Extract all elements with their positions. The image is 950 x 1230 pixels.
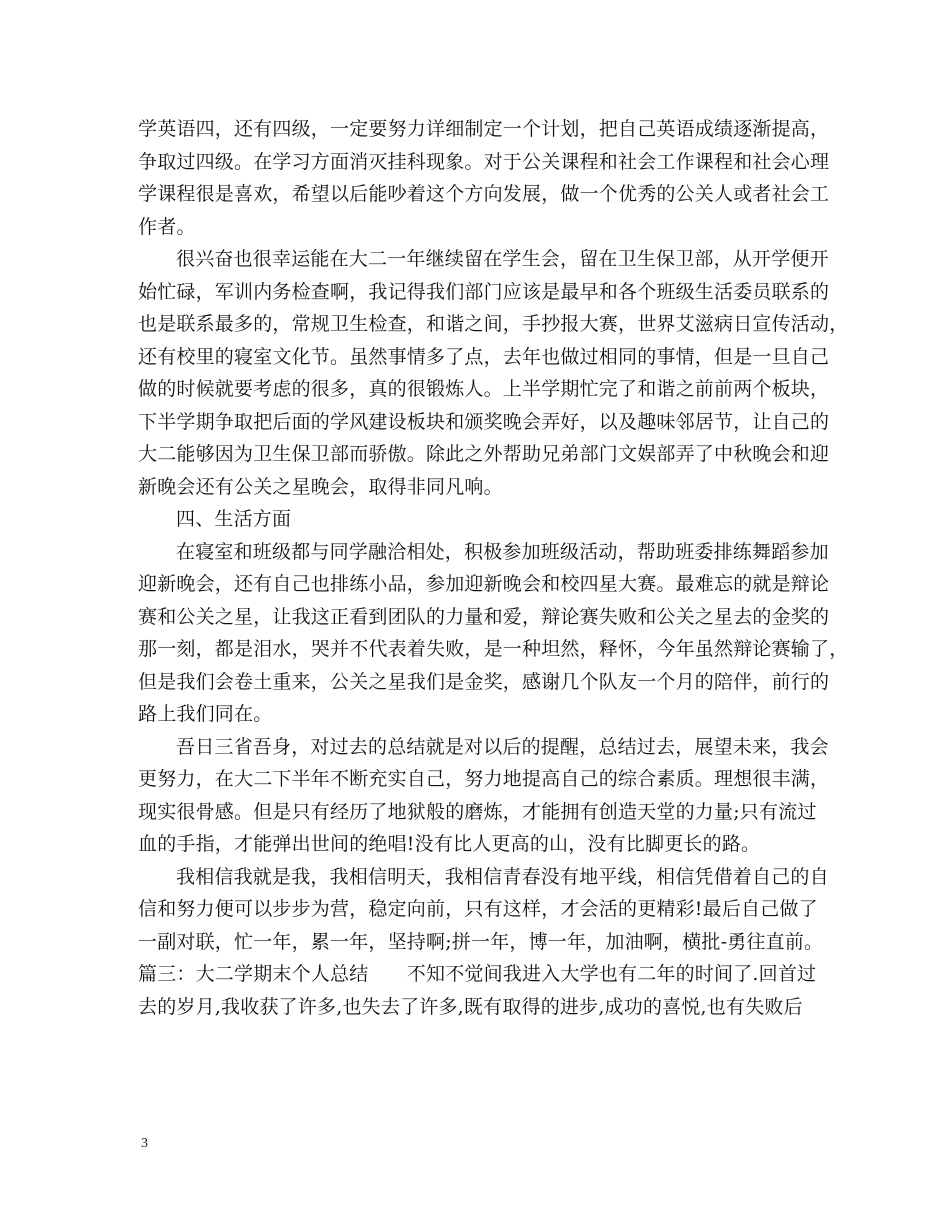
text-line: 但是我们会卷土重来，公关之星我们是金奖，感谢几个队友一个月的陪伴，前行的 bbox=[138, 670, 830, 693]
text-line: 新晚会还有公关之星晚会，取得非同凡响。 bbox=[138, 475, 503, 498]
section-heading-line: 篇三：大二学期末个人总结 不知不觉间我进入大学也有二年的时间了.回首过 bbox=[138, 963, 817, 985]
text-line: 路上我们同在。 bbox=[138, 703, 273, 725]
paragraph-start-line: 我相信我就是我，我相信明天，我相信青春没有地平线，相信凭借着自己的自 bbox=[176, 865, 829, 888]
section-heading: 四、生活方面 bbox=[176, 508, 292, 530]
text-line: 现实很骨感。但是只有经历了地狱般的磨炼，才能拥有创造天堂的力量;只有流过 bbox=[138, 800, 817, 823]
text-line: 迎新晚会，还有自己也排练小品，参加迎新晚会和校四星大赛。最难忘的就是辩论 bbox=[138, 573, 830, 595]
text-line: 去的岁月,我收获了许多,也失去了许多,既有取得的进步,成功的喜悦,也有失败后 bbox=[138, 995, 803, 1018]
page-number: 3 bbox=[141, 1136, 148, 1151]
text-line: 赛和公关之星，让我这正看到团队的力量和爱，辩论赛失败和公关之星去的金奖的 bbox=[138, 605, 830, 628]
text-line: 一副对联，忙一年，累一年，坚持啊;拼一年，博一年，加油啊，横批-勇往直前。 bbox=[138, 930, 824, 953]
text-line: 大二能够因为卫生保卫部而骄傲。除此之外帮助兄弟部门文娱部弄了中秋晚会和迎 bbox=[138, 443, 830, 465]
paragraph-start-line: 在寝室和班级都与同学融洽相处，积极参加班级活动，帮助班委排练舞蹈参加 bbox=[176, 540, 829, 563]
text-line: 还有校里的寝室文化节。虽然事情多了点，去年也做过相同的事情，但是一旦自己 bbox=[138, 345, 830, 368]
text-line: 学英语四，还有四级，一定要努力详细制定一个计划，把自己英语成绩逐渐提高， bbox=[138, 118, 830, 140]
paragraph-start-line: 很兴奋也很幸运能在大二一年继续留在学生会，留在卫生保卫部，从开学便开 bbox=[176, 248, 829, 270]
text-line: 学课程很是喜欢，希望以后能吵着这个方向发展，做一个优秀的公关人或者社会工 bbox=[138, 183, 830, 205]
paragraph-start-line: 吾日三省吾身，对过去的总结就是对以后的提醒，总结过去，展望未来，我会 bbox=[176, 735, 829, 758]
text-line: 血的手指，才能弹出世间的绝唱!没有比人更高的山，没有比脚更长的路。 bbox=[138, 833, 761, 855]
text-line: 做的时候就要考虑的很多，真的很锻炼人。上半学期忙完了和谐之前前两个板块， bbox=[138, 378, 830, 400]
text-line: 信和努力便可以步步为营，稳定向前，只有这样，才会活的更精彩!最后自己做了 bbox=[138, 898, 818, 920]
text-line: 那一刻，都是泪水，哭并不代表着失败，是一种坦然，释怀，今年虽然辩论赛输了， bbox=[138, 638, 849, 660]
text-line: 更努力，在大二下半年不断充实自己，努力地提高自己的综合素质。理想很丰满， bbox=[138, 768, 830, 790]
text-line: 也是联系最多的，常规卫生检查，和谐之间，手抄报大赛，世界艾滋病日宣传活动， bbox=[138, 313, 849, 335]
text-line: 争取过四级。在学习方面消灭挂科现象。对于公关课程和社会工作课程和社会心理 bbox=[138, 150, 830, 173]
text-line: 作者。 bbox=[138, 215, 196, 238]
text-line: 始忙碌，军训内务检查啊，我记得我们部门应该是最早和各个班级生活委员联系的 bbox=[138, 280, 830, 303]
document-body bbox=[138, 113, 849, 1023]
text-line: 下半学期争取把后面的学风建设板块和颁奖晚会弄好，以及趣味邻居节，让自己的 bbox=[138, 410, 830, 433]
